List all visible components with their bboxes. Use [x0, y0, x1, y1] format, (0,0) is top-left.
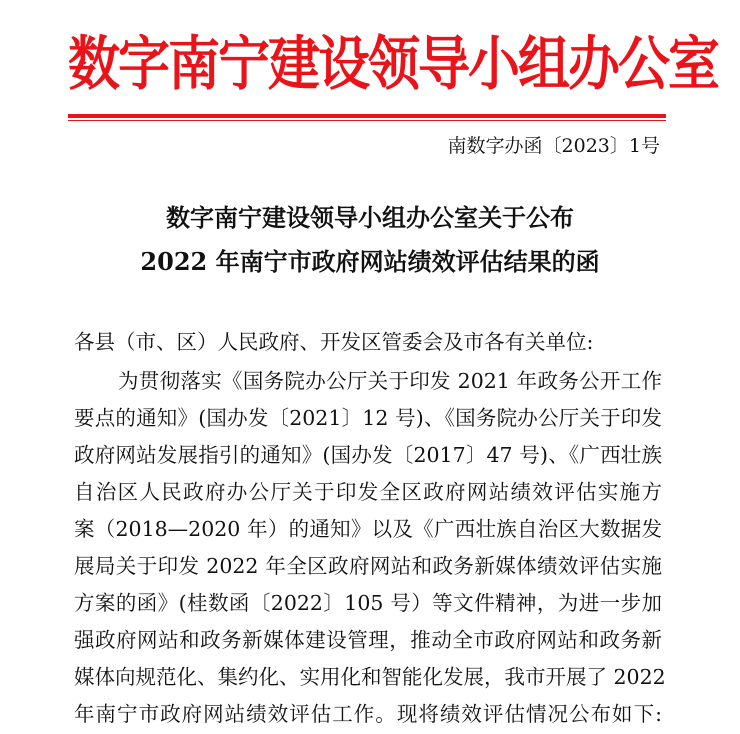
masthead-divider-thin [68, 120, 666, 121]
body-line: 要点的通知》(国办发〔2021〕12 号)、《国务院办公厅关于印发 [74, 406, 662, 430]
body-line: 强政府网站和政务新媒体建设管理，推动全市政府网站和政务新 [74, 628, 662, 652]
document-title-line-1: 数字南宁建设领导小组办公室关于公布 [166, 203, 574, 232]
masthead-title: 数字南宁建设领导小组办公室 [68, 30, 719, 99]
body-line: 媒体向规范化、集约化、实用化和智能化发展，我市开展了 2022 [74, 665, 666, 689]
body-line: 政府网站发展指引的通知》(国办发〔2017〕47 号)、《广西壮族 [74, 443, 662, 467]
body-line: 自治区人民政府办公厅关于印发全区政府网站绩效评估实施方 [74, 480, 662, 504]
body-line: 为贯彻落实《国务院办公厅关于印发 2021 年政务公开工作 [118, 369, 662, 393]
salutation: 各县（市、区）人民政府、开发区管委会及市各有关单位: [74, 330, 594, 354]
body-line: 年南宁市政府网站绩效评估工作。现将绩效评估情况公布如下: [74, 702, 662, 726]
body-line: 案（2018—2020 年）的通知》以及《广西壮族自治区大数据发 [74, 517, 662, 541]
document-title-line-2: 2022 年南宁市政府网站绩效评估结果的函 [140, 247, 600, 276]
masthead-divider [68, 114, 666, 118]
body-line: 方案的函》(桂数函〔2022〕105 号）等文件精神，为进一步加 [74, 591, 662, 615]
document-number: 南数字办函〔2023〕1号 [447, 135, 660, 157]
body-line: 展局关于印发 2022 年全区政府网站和政务新媒体绩效评估实施 [74, 554, 662, 578]
